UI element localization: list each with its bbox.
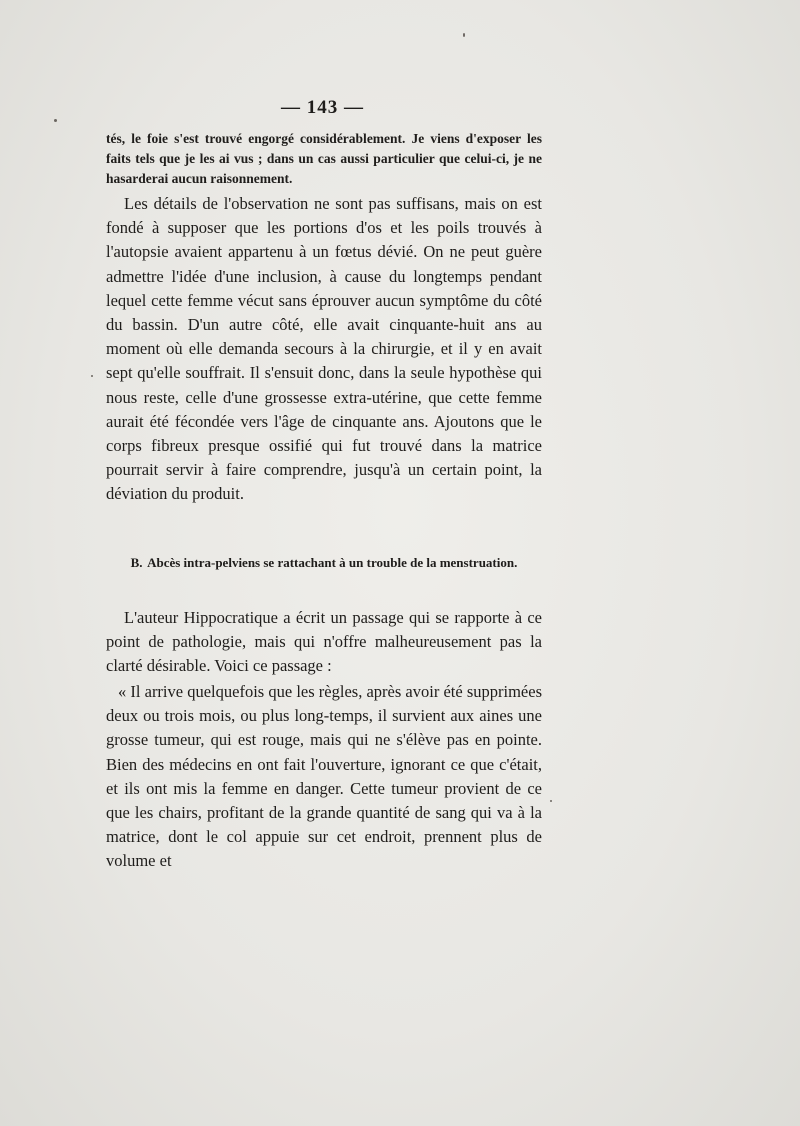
continued-text: tés, le foie s'est trouvé engorgé considérablement. Je viens d'exposer les faits tels que je les ai vus ; dans un cas aussi particulier que celui-ci, je ne hasarderai aucun raisonnement. xyxy=(106,131,542,186)
paragraph-quotation xyxy=(106,680,542,874)
paper-speck xyxy=(550,800,552,802)
paragraph-text: « Il arrive quelquefois que les règles, après avoir été supprimées deux ou trois mois, ou plus long-temps, il survient aux aines une grosse tumeur, qui est rouge, mais qui ne s'élève pas en pointe. Bien des médecins en ont fait l'ouverture, ignorant ce que c'était, et ils ont mis la femme en danger. Cette tumeur provient de ce que les chairs, profitant de la grande quantité de sang qui va à la matrice, dont le col appuie sur cet endroit, prennent plus de volume et xyxy=(106,682,542,871)
section-letter: B. xyxy=(130,555,143,570)
paper-speck xyxy=(463,33,465,37)
section-title: Abcès intra-pelviens se rattachant à un trouble de la menstruation. xyxy=(147,555,518,570)
paragraph-text: L'auteur Hippocratique a écrit un passage qui se rapporte à ce point de pathologie, mais qui n'offre malheureusement pas la clarté désirable. Voici ce passage : xyxy=(106,608,542,676)
section-heading xyxy=(106,552,542,574)
paper-speck xyxy=(91,375,93,377)
paragraph-text: Les détails de l'observation ne sont pas suffisans, mais on est fondé à supposer que les portions d'os et les poils trouvés à l'autopsie avaient appartenu à un fœtus dévié. On ne peut guère admettre l'idée d'une inclusion, à cause du longtemps pendant lequel cette femme vécut sans éprouver aucun symptôme du côté du bassin. D'un autre côté, elle avait cinquante-huit ans au moment où elle demanda secours à la chirurgie, et il y en avait sept qu'elle souffrait. Il s'ensuit donc, dans la seule hypothèse qui nous reste, celle d'une grossesse extra-utérine, que cette femme aurait été fécondée vers l'âge de cinquante ans. Ajoutons que le corps fibreux presque ossifié qui fut trouvé dans la matrice pourrait servir à faire comprendre, jusqu'à un certain point, la déviation du produit. xyxy=(106,194,542,504)
paper-speck xyxy=(54,119,57,122)
paragraph-observation xyxy=(106,192,542,507)
paragraph-hippocratic-intro xyxy=(106,606,542,679)
page-number: — 143 — xyxy=(281,97,364,118)
